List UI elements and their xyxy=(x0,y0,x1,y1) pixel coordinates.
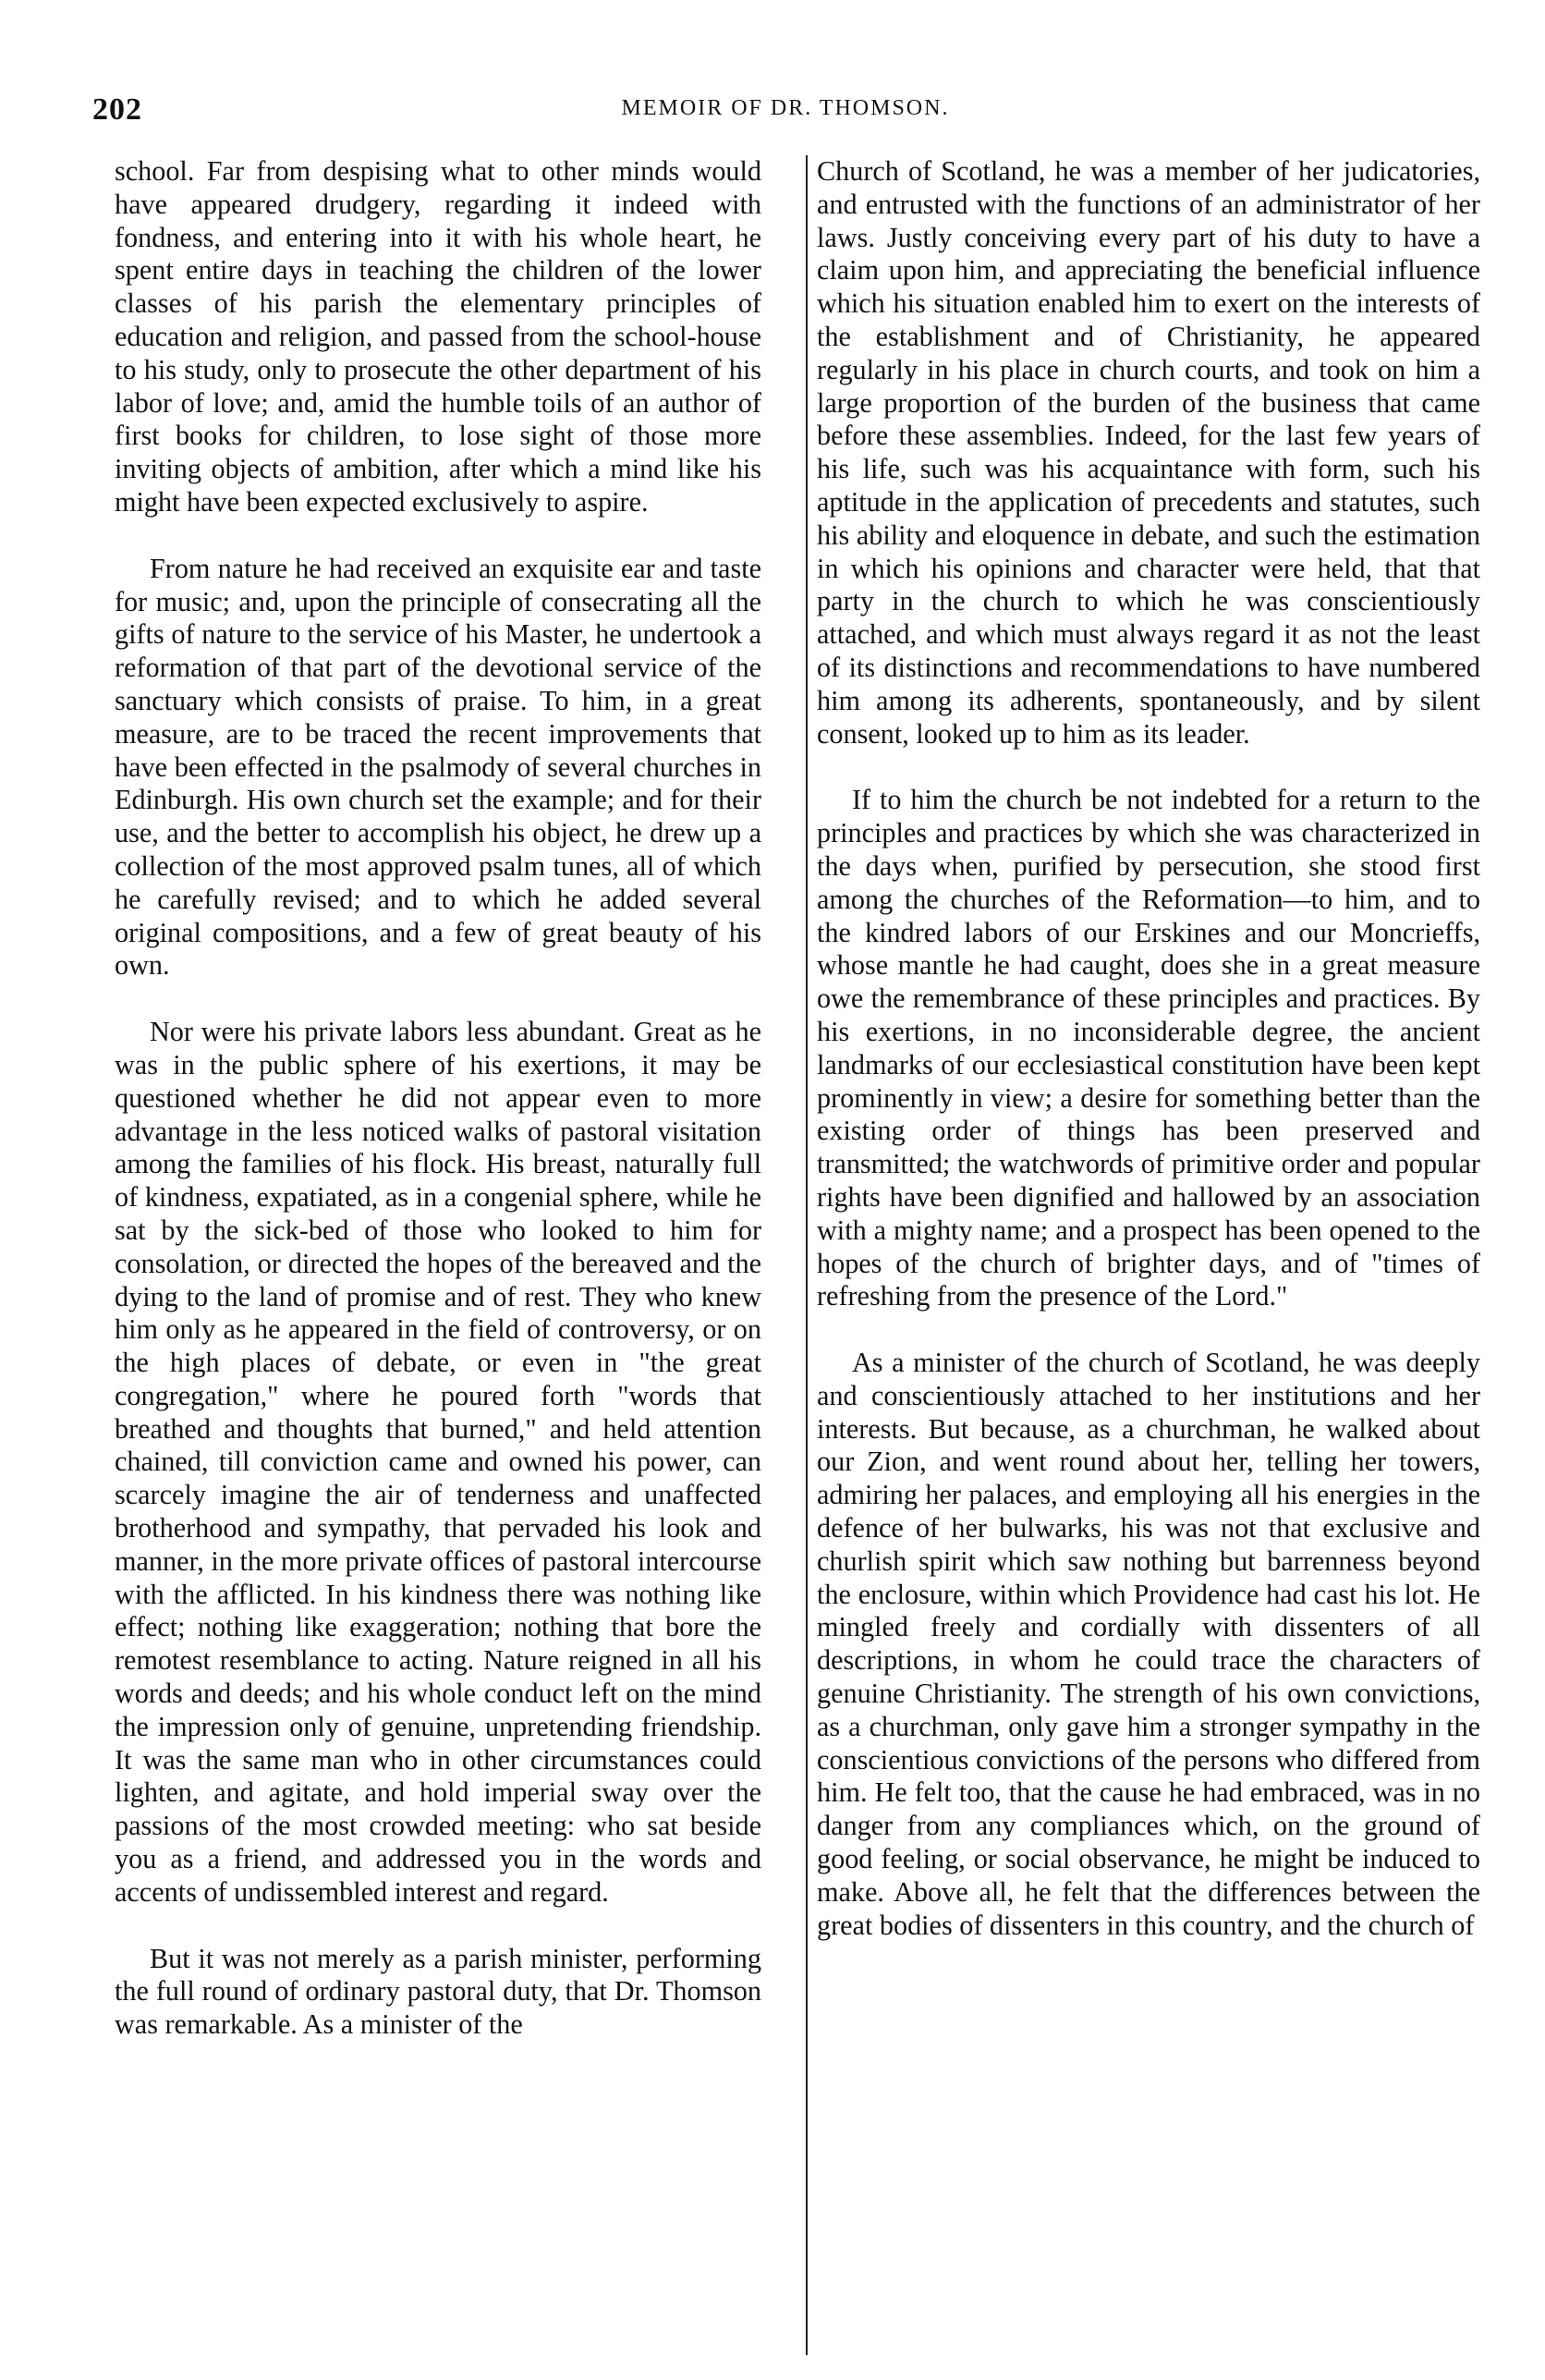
paragraph: Nor were his private labors less abundant. Great as he was in the public sphere of his exertions, it may be questioned whether he did not appear even to more advantage in the less noticed walks of pastoral visitation among the families of his flock. His breast, naturally full of kindness, expatiated, as in a congenial sphere, while he sat by the sick-bed of those who looked to him for consolation, or directed the hopes of the bereaved and the dying to the land of promise and of rest. They who knew him only as he appeared in the field of controversy, or on the high places of debate, or even in "the great congregation," where he poured forth "words that breathed and thoughts that burned," and held attention chained, till conviction came and owned his power, can scarcely imagine the air of tenderness and unaffected brotherhood and sympathy, that pervaded his look and manner, in the more private offices of pastoral intercourse with the afflicted. In his kindness there was nothing like effect; nothing like exaggeration; nothing that bore the remotest resemblance to acting. Nature reigned in all his words and deeds; and his whole conduct left on the mind the impression only of genuine, unpretending friendship. It was the same man who in other circumstances could lighten, and agitate, and hold imperial sway over the passions of the most crowded meeting: who sat beside you as a friend, and addressed you in the words and accents of undissembled interest and regard. xyxy=(115,1016,761,1908)
left-column xyxy=(115,155,761,2374)
paragraph: If to him the church be not indebted for a return to the principles and practices by which she was characterized in the days when, purified by persecution, she stood first among the churches of the Reformation—to him, and to the kindred labors of our Erskines and our Moncrieffs, whose mantle he had caught, does she in a great measure owe the remembrance of these principles and practices. By his exertions, in no inconsiderable degree, the ancient landmarks of our ecclesiastical constitution have been kept prominently in view; a desire for something better than the existing order of things has been preserved and transmitted; the watchwords of primitive order and popular rights have been dignified and hallowed by an association with a mighty name; and a prospect has been opened to the hopes of the church of brighter days, and of "times of refreshing from the presence of the Lord." xyxy=(817,784,1480,1312)
right-column xyxy=(817,155,1480,2374)
page-number: 202 xyxy=(92,92,142,127)
paragraph: Church of Scotland, he was a member of her judicatories, and entrusted with the functions of an administrator of her laws. Justly conceiving every part of his duty to have a claim upon him, and appreciating the beneficial influence which his situation enabled him to exert on the interests of the establishment and of Christianity, he appeared regularly in his place in church courts, and took on him a large proportion of the burden of the business that came before these assemblies. Indeed, for the last few years of his life, such was his acquaintance with form, such his aptitude in the application of precedents and statutes, such his ability and eloquence in debate, and such the estimation in which his opinions and character were held, that that party in the church to which he was conscientiously attached, and which must always regard it as not the least of its distinctions and recommendations to have numbered him among its adherents, spontaneously, and by silent consent, looked up to him as its leader. xyxy=(817,155,1480,750)
paragraph: But it was not merely as a parish minister, performing the full round of ordinary pastoral duty, that Dr. Thomson was remarkable. As a minister of the xyxy=(115,1942,761,2041)
paragraph: As a minister of the church of Scotland, he was deeply and conscientiously attached to her institutions and her interests. But because, as a churchman, he walked about our Zion, and went round about her, telling her towers, admiring her palaces, and employing all his energies in the defence of her bulwarks, his was not that exclusive and churlish spirit which saw nothing but barrenness beyond the enclosure, within which Providence had cast his lot. He mingled freely and cordially with dissenters of all descriptions, in whom he could trace the characters of genuine Christianity. The strength of his own convictions, as a churchman, only gave him a stronger sympathy in the conscientious convictions of the persons who differed from him. He felt too, that the cause he had embraced, was in no danger from any compliances which, on the ground of good feeling, or social observance, he might be induced to make. Above all, he felt that the differences between the great bodies of dissenters in this country, and the church of xyxy=(817,1347,1480,1941)
paragraph: school. Far from despising what to other minds would have appeared drudgery, regarding it indeed with fondness, and entering into it with his whole heart, he spent entire days in teaching the children of the lower classes of his parish the elementary principles of education and religion, and passed from the school-house to his study, only to prosecute the other department of his labor of love; and, amid the humble toils of an author of first books for children, to lose sight of those more inviting objects of ambition, after which a mind like his might have been expected exclusively to aspire. xyxy=(115,155,761,518)
paragraph: From nature he had received an exquisite ear and taste for music; and, upon the principle of consecrating all the gifts of nature to the service of his Master, he undertook a reformation of that part of the devotional service of the sanctuary which consists of praise. To him, in a great measure, are to be traced the recent improvements that have been effected in the psalmody of several churches in Edinburgh. His own church set the example; and for their use, and the better to accomplish his object, he drew up a collection of the most approved psalm tunes, all of which he carefully revised; and to which he added several original compositions, and a few of great beauty of his own. xyxy=(115,552,761,982)
column-divider xyxy=(806,155,808,2355)
running-title: MEMOIR OF DR. THOMSON. xyxy=(621,96,950,120)
running-head xyxy=(92,92,1478,129)
